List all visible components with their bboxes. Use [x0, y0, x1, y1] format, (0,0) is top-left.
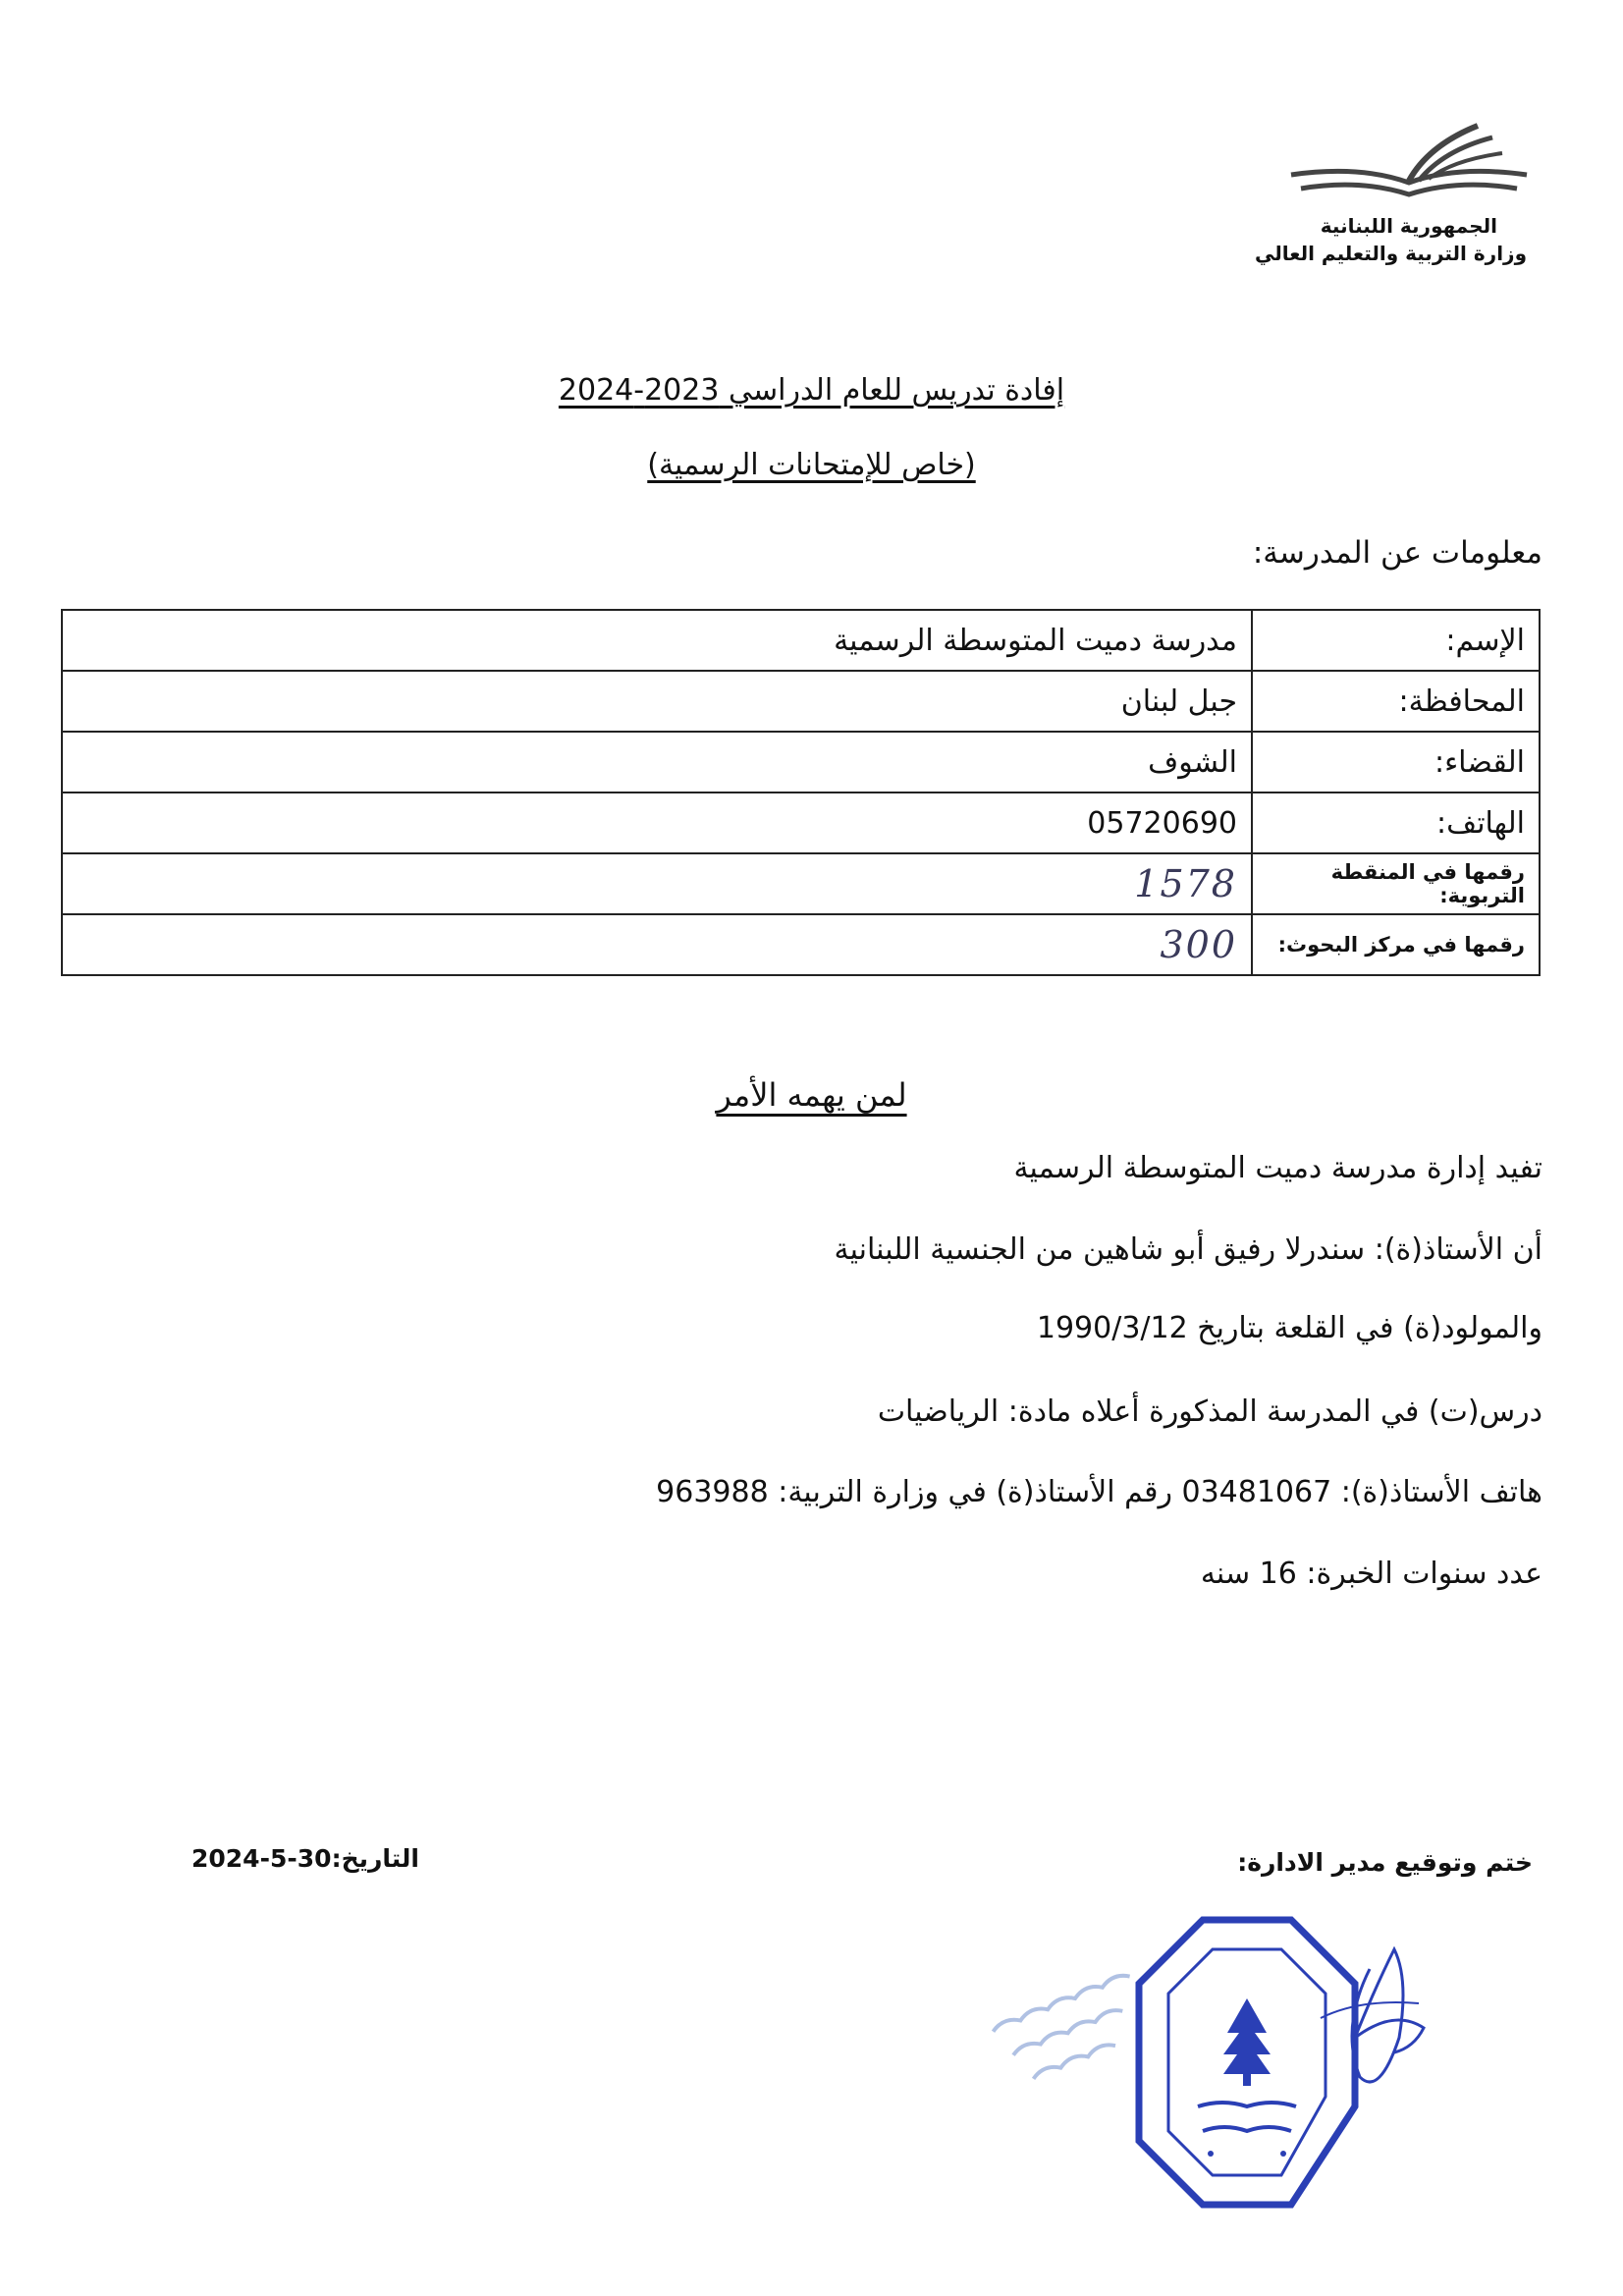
table-row [62, 610, 1540, 671]
republic-label: الجمهورية اللبنانية [1320, 214, 1497, 238]
table-row [62, 671, 1540, 732]
label-name: الإسم: [1252, 610, 1540, 671]
letter-line-3: والمولود(ة) في القلعة بتاريخ 1990/3/12 [1036, 1311, 1542, 1345]
label-governorate: المحافظة: [1252, 671, 1540, 732]
label-edu-zone-number: رقمها في المنقطة التربوية: [1252, 853, 1540, 914]
label-research-center-number: رقمها في مركز البحوث: [1252, 914, 1540, 975]
value-research-center-number: 300 [62, 914, 1252, 975]
table-row [62, 732, 1540, 793]
official-stamp-icon [967, 1890, 1478, 2224]
value-phone: 05720690 [62, 793, 1252, 853]
value-governorate: جبل لبنان [62, 671, 1252, 732]
letter-line-6: عدد سنوات الخبرة: 16 سنه [1200, 1557, 1542, 1591]
to-whom-heading: لمن يهمه الأمر [716, 1076, 907, 1114]
document-title: إفادة تدريس للعام الدراسي 2023-2024 [558, 373, 1065, 408]
document-subtitle: (خاص للإمتحانات الرسمية) [647, 448, 976, 482]
letter-line-5: هاتف الأستاذ(ة): 03481067 رقم الأستاذ(ة) في وزارة التربية: 963988 [656, 1475, 1542, 1509]
table-row [62, 793, 1540, 853]
table-row [62, 853, 1540, 914]
letter-line-4: درس(ت) في المدرسة المذكورة أعلاه مادة: الرياضيات [877, 1394, 1542, 1429]
school-info-table [61, 609, 1541, 976]
value-edu-zone-number: 1578 [62, 853, 1252, 914]
signature-label: ختم وتوقيع مدير الادارة: [1237, 1848, 1533, 1877]
ministry-label: وزارة التربية والتعليم العالي [1255, 242, 1527, 265]
letter-line-2: أن الأستاذ(ة): سندرلا رفيق أبو شاهين من الجنسية اللبنانية [834, 1232, 1542, 1267]
table-row [62, 914, 1540, 975]
letter-line-1: تفيد إدارة مدرسة دميت المتوسطة الرسمية [1013, 1151, 1542, 1185]
label-phone: الهاتف: [1252, 793, 1540, 853]
value-name: مدرسة دميت المتوسطة الرسمية [62, 610, 1252, 671]
value-district: الشوف [62, 732, 1252, 793]
label-district: القضاء: [1252, 732, 1540, 793]
date-label: التاريخ:30-5-2024 [191, 1844, 419, 1873]
school-info-heading: معلومات عن المدرسة: [1252, 535, 1542, 571]
ministry-logo-icon [1281, 116, 1537, 214]
